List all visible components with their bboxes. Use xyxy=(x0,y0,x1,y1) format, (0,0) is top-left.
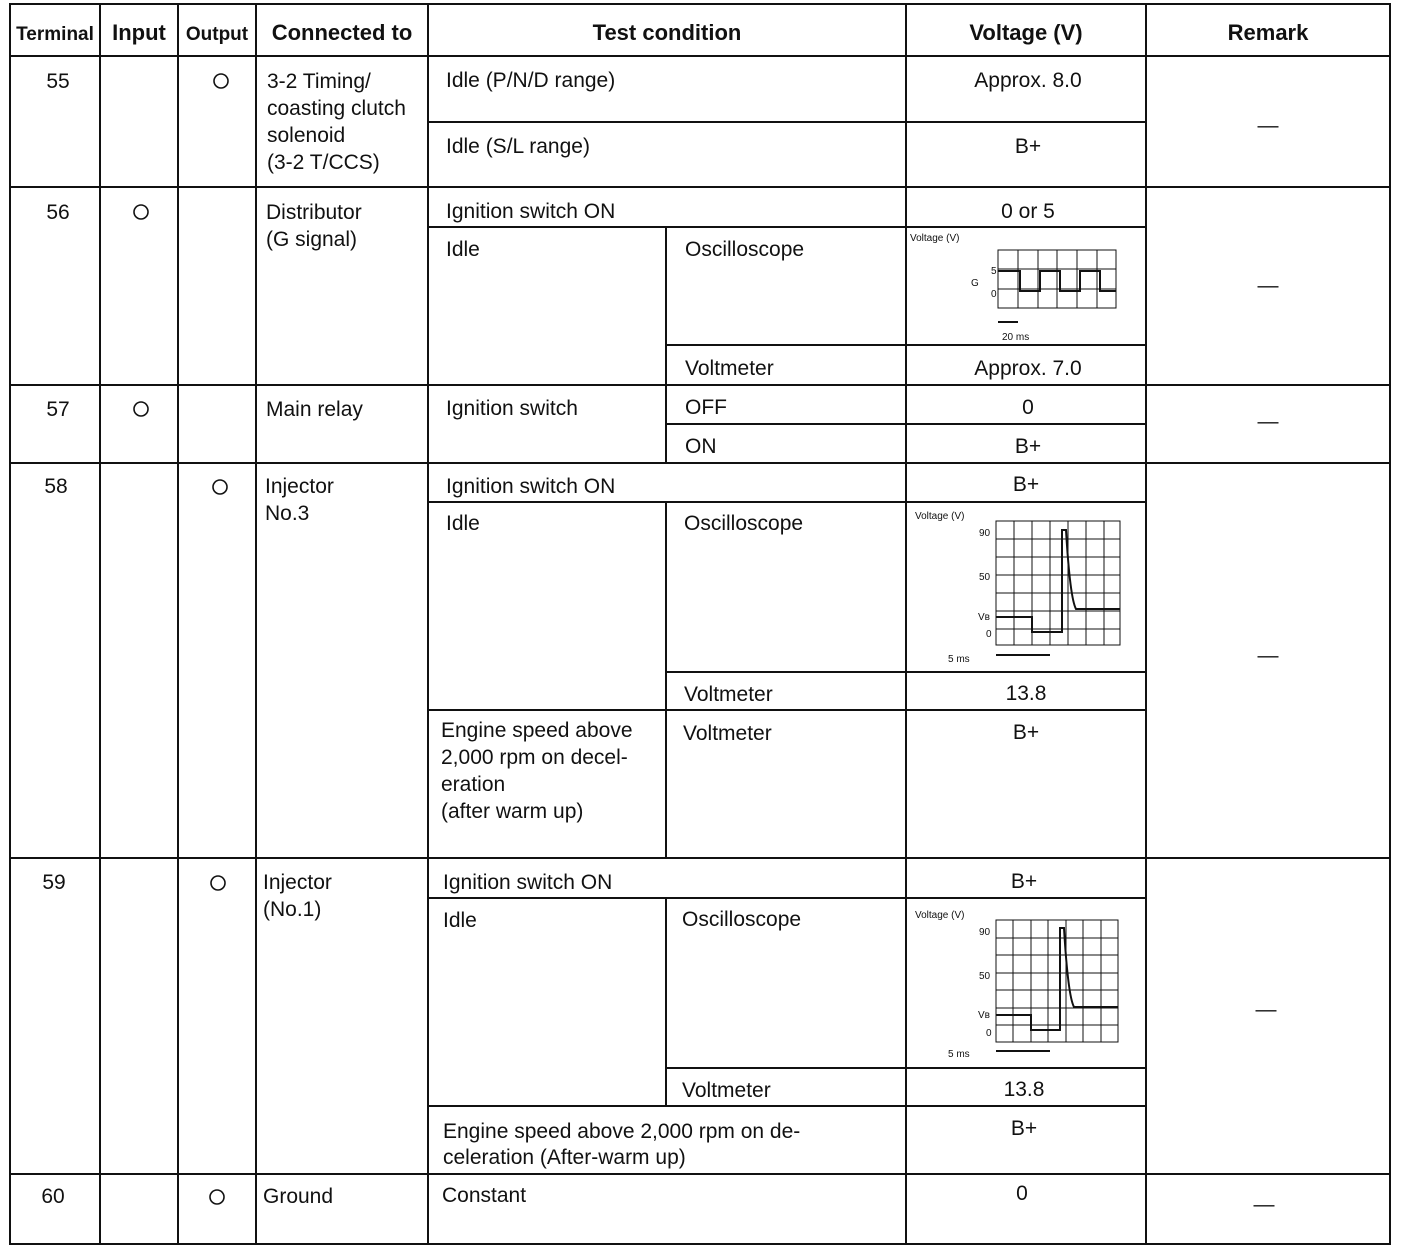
scope-level-high: 5 xyxy=(991,266,997,277)
remark-dash: — xyxy=(1253,1193,1275,1216)
measurement-method: Oscilloscope xyxy=(682,908,802,931)
voltage-value: B+ xyxy=(1014,435,1042,458)
test-condition xyxy=(443,1120,806,1169)
header-terminal: Terminal xyxy=(16,24,94,45)
connected-to-label xyxy=(267,70,412,174)
remark-dash: — xyxy=(1257,114,1279,137)
header-remark: Remark xyxy=(1227,20,1309,45)
row-terminal-60 xyxy=(41,1182,1274,1216)
oscilloscope-waveform-g-signal xyxy=(910,233,1116,343)
scope-y-90: 90 xyxy=(979,528,991,539)
terminal-number: 56 xyxy=(46,201,70,224)
connected-line: Distributor xyxy=(266,201,362,224)
condition-line: 2,000 rpm on decel- xyxy=(441,746,628,769)
terminal-number: 58 xyxy=(44,475,68,498)
test-condition xyxy=(441,719,638,823)
measurement-method: Oscilloscope xyxy=(684,512,804,535)
row-terminal-58 xyxy=(44,473,1278,823)
scope-y-vb: Vв xyxy=(978,1010,990,1021)
voltage-value: Approx. 7.0 xyxy=(974,357,1082,380)
scope-y-vb: Vв xyxy=(978,612,990,623)
scope-timebase: 5 ms xyxy=(948,1049,970,1060)
remark-dash: — xyxy=(1257,274,1279,297)
condition-line: Engine speed above xyxy=(441,719,633,742)
scope-y-50: 50 xyxy=(979,971,991,982)
terminal-number: 55 xyxy=(46,70,70,93)
condition-line: eration xyxy=(441,773,506,796)
scope-level-low: 0 xyxy=(991,289,997,300)
row-terminal-57 xyxy=(46,396,1278,458)
scope-trace xyxy=(996,928,1118,1030)
test-condition: Idle xyxy=(446,512,480,535)
table-grid xyxy=(10,4,1390,1244)
remark-dash: — xyxy=(1257,410,1279,433)
row-terminal-59 xyxy=(42,870,1276,1169)
scope-trace xyxy=(996,530,1120,632)
connected-line: No.3 xyxy=(265,502,310,525)
connected-to-label xyxy=(265,475,340,525)
header-voltage: Voltage (V) xyxy=(969,20,1083,45)
header-test-condition: Test condition xyxy=(592,20,742,45)
connected-line: (G signal) xyxy=(266,228,358,251)
scope-y-50: 50 xyxy=(979,572,991,583)
test-condition: Idle xyxy=(446,238,480,261)
connected-line: (3-2 T/CCS) xyxy=(267,151,380,174)
scope-title: Voltage (V) xyxy=(910,233,960,244)
scope-y-90: 90 xyxy=(979,927,991,938)
measurement-method: Voltmeter xyxy=(684,683,773,706)
scope-signal-label: G xyxy=(971,278,979,289)
terminal-number: 59 xyxy=(42,871,66,894)
test-condition: Ignition switch ON xyxy=(446,200,616,223)
voltage-value: B+ xyxy=(1012,721,1040,744)
oscilloscope-waveform-injector-1 xyxy=(915,910,1118,1060)
header-input: Input xyxy=(112,20,166,45)
voltage-value: 13.8 xyxy=(1003,1078,1045,1101)
connected-line: Injector xyxy=(263,871,332,894)
output-mark xyxy=(214,74,228,88)
condition-line: celeration (After-warm up) xyxy=(443,1146,686,1169)
voltage-value: B+ xyxy=(1010,1117,1038,1140)
terminal-number: 60 xyxy=(41,1185,65,1208)
test-condition: Ignition switch ON xyxy=(443,871,613,894)
voltage-value: 13.8 xyxy=(1005,682,1047,705)
condition-line: Engine speed above 2,000 rpm on de- xyxy=(443,1120,801,1143)
connected-line: 3-2 Timing/ xyxy=(267,70,371,93)
connected-to-label xyxy=(266,201,368,251)
scope-y-0: 0 xyxy=(986,1028,992,1039)
switch-state: OFF xyxy=(685,396,727,419)
voltage-value: B+ xyxy=(1012,473,1040,496)
test-condition: Constant xyxy=(442,1184,527,1207)
input-mark xyxy=(134,205,148,219)
connected-line: Injector xyxy=(265,475,334,498)
voltage-value: B+ xyxy=(1014,135,1042,158)
scope-grid xyxy=(996,920,1118,1042)
oscilloscope-waveform-injector-3 xyxy=(915,511,1120,665)
test-condition: Idle (P/N/D range) xyxy=(446,69,616,92)
test-condition: Ignition switch ON xyxy=(446,475,616,498)
output-mark xyxy=(211,876,225,890)
voltage-value: Approx. 8.0 xyxy=(974,69,1082,92)
voltage-value: 0 or 5 xyxy=(1001,200,1055,223)
connected-line: coasting clutch xyxy=(267,97,406,120)
scope-grid xyxy=(998,250,1116,308)
remark-dash: — xyxy=(1257,644,1279,667)
measurement-method: Voltmeter xyxy=(685,357,774,380)
terminal-number: 57 xyxy=(46,398,70,421)
test-condition: Idle xyxy=(443,909,477,932)
connected-to-label xyxy=(263,871,338,921)
header-connected-to: Connected to xyxy=(271,20,413,45)
voltage-value: 0 xyxy=(1016,1182,1028,1205)
voltage-value: B+ xyxy=(1010,870,1038,893)
connected-line: solenoid xyxy=(267,124,346,147)
scope-grid xyxy=(996,521,1120,645)
connected-to-label: Ground xyxy=(263,1185,334,1208)
output-mark xyxy=(213,480,227,494)
connected-line: (No.1) xyxy=(263,898,322,921)
measurement-method: Voltmeter xyxy=(683,722,772,745)
scope-timebase: 5 ms xyxy=(948,654,970,665)
test-condition: Idle (S/L range) xyxy=(446,135,590,158)
scope-timebase: 20 ms xyxy=(1002,332,1030,343)
measurement-method: Oscilloscope xyxy=(685,238,805,261)
switch-state: ON xyxy=(685,435,717,458)
voltage-value: 0 xyxy=(1022,396,1034,419)
input-mark xyxy=(134,402,148,416)
test-condition: Ignition switch xyxy=(446,397,578,420)
header-output: Output xyxy=(185,24,249,45)
remark-dash: — xyxy=(1255,998,1277,1021)
measurement-method: Voltmeter xyxy=(682,1079,771,1102)
scope-title: Voltage (V) xyxy=(915,511,965,522)
connected-to-label: Main relay xyxy=(266,398,363,421)
condition-line: (after warm up) xyxy=(441,800,584,823)
output-mark xyxy=(210,1190,224,1204)
scope-title: Voltage (V) xyxy=(915,910,965,921)
scope-y-0: 0 xyxy=(986,629,992,640)
